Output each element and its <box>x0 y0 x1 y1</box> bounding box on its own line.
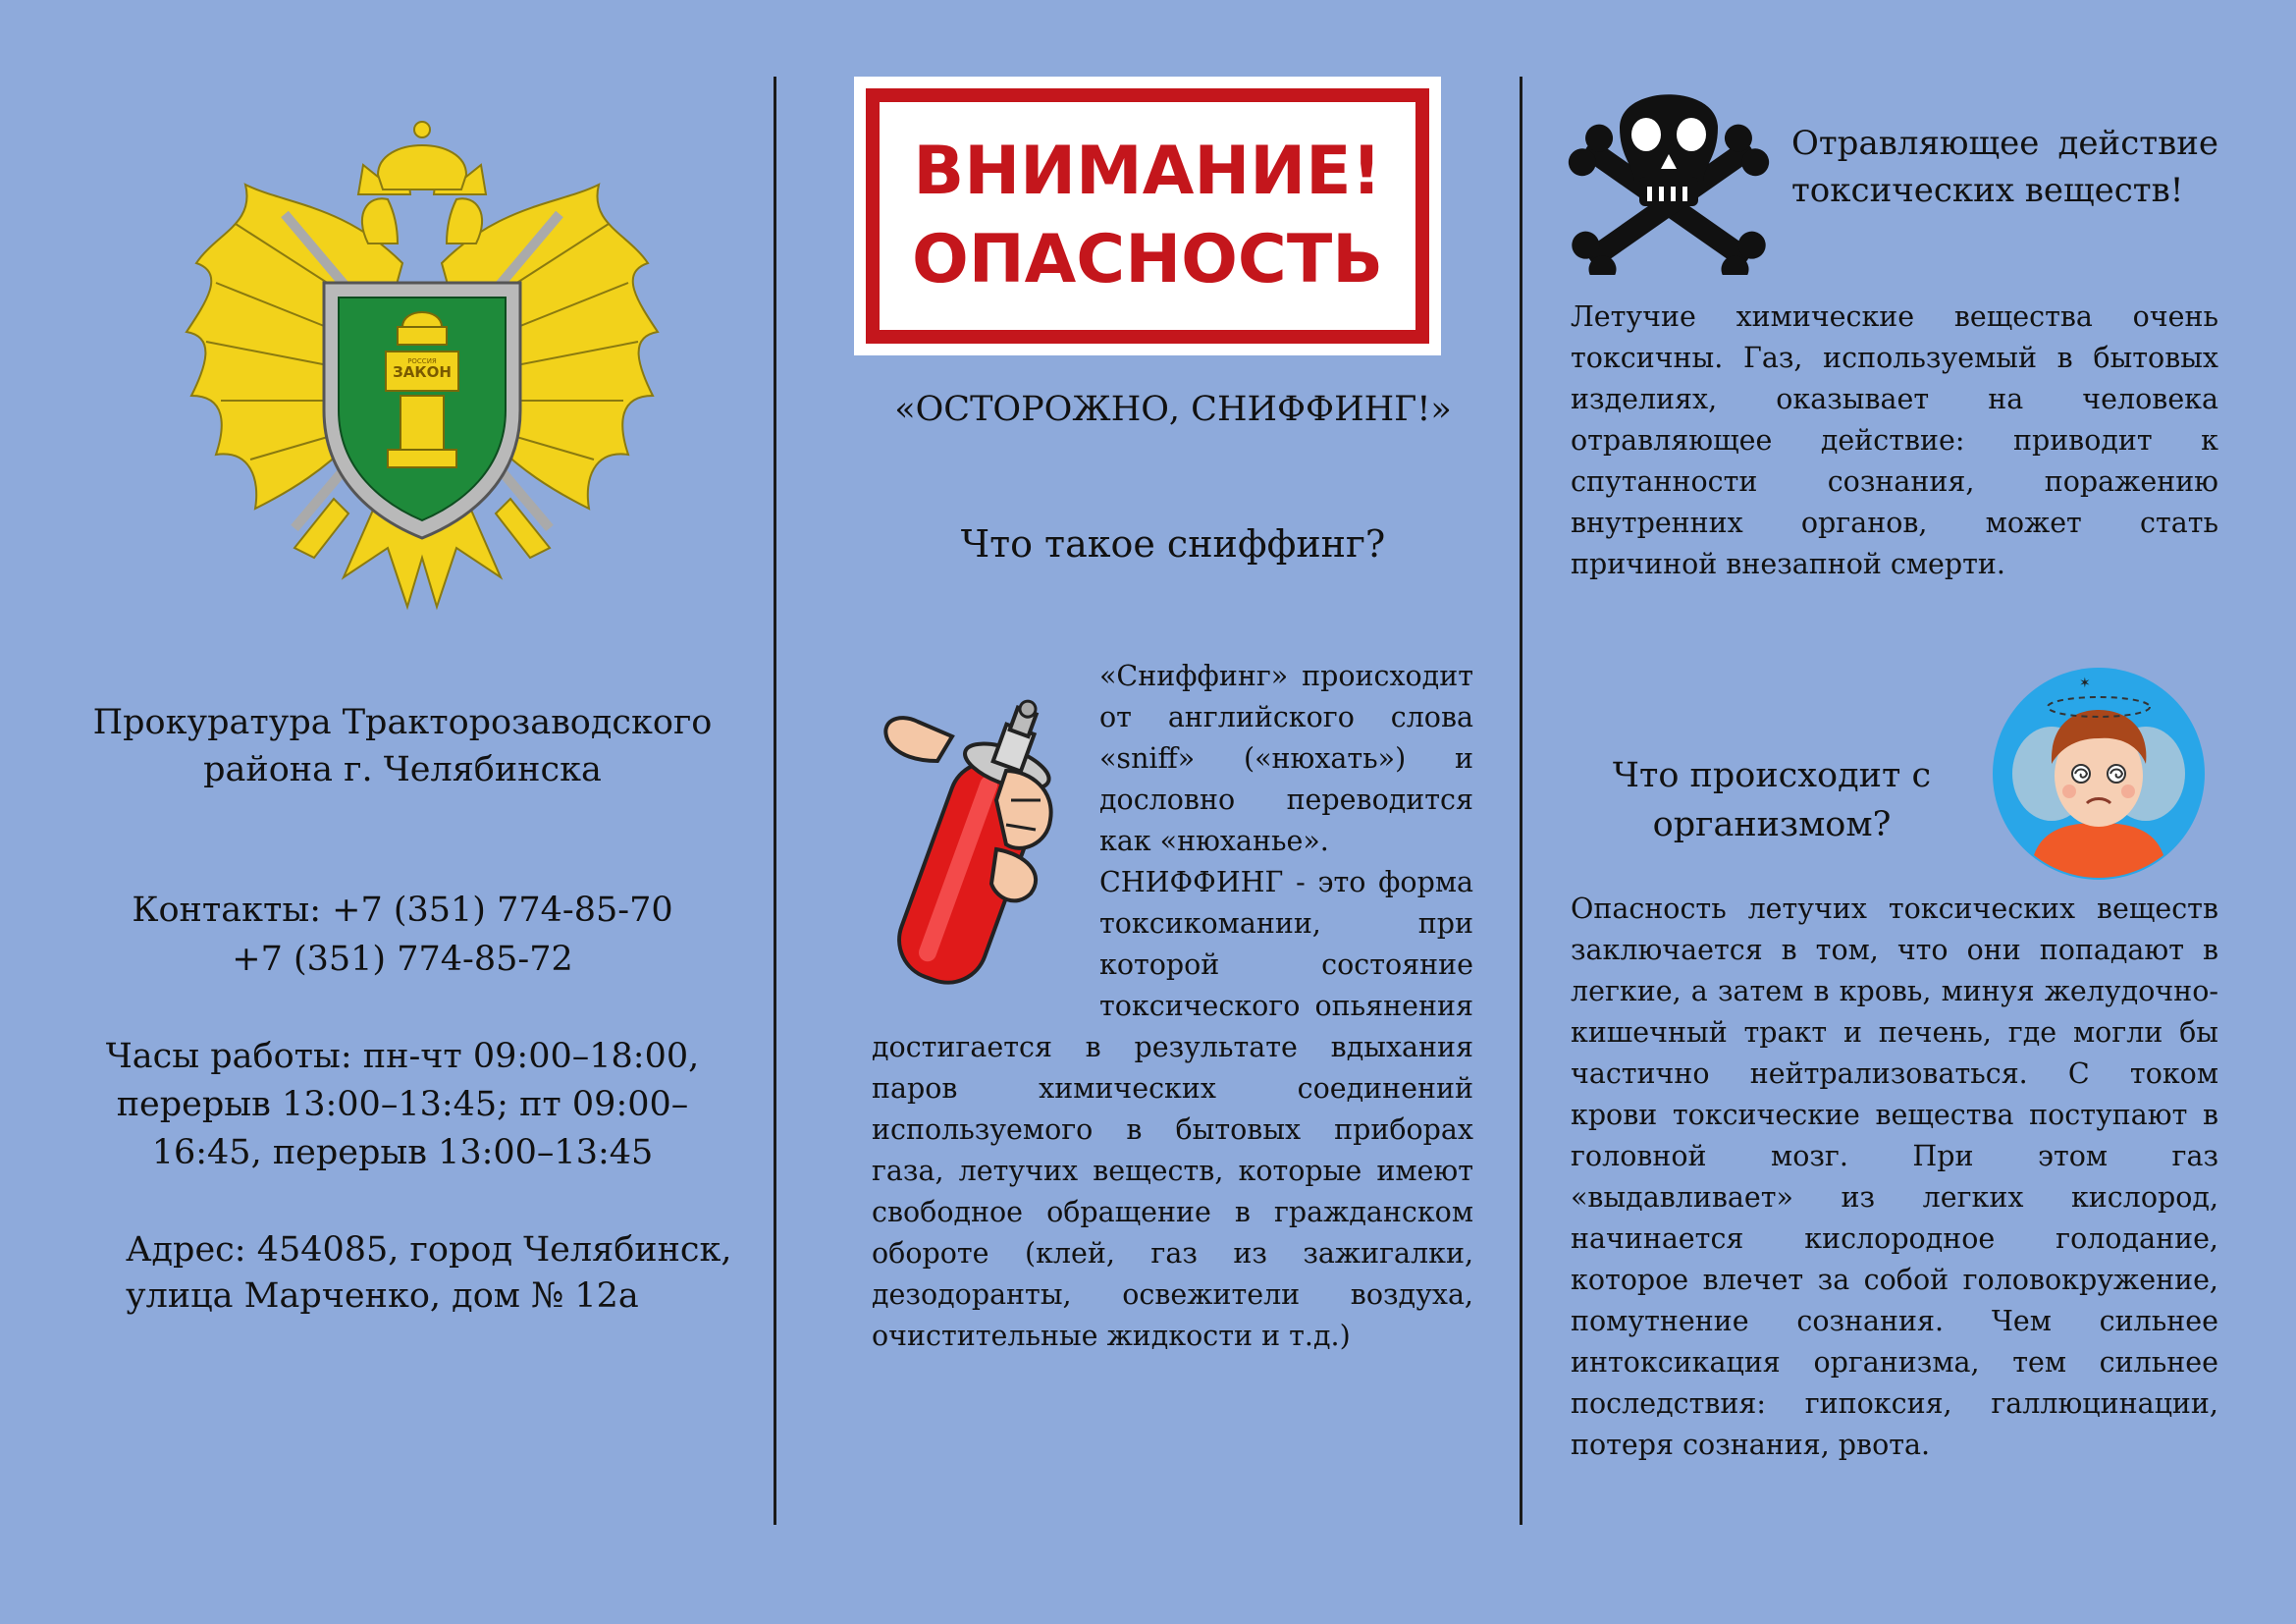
toxic-heading-line: Отравляющее действие <box>1791 124 2218 163</box>
section-heading-what-happens <box>1585 751 1958 849</box>
subheading-line: Что происходит с <box>1612 756 1932 795</box>
column-divider-right <box>1520 77 1522 1525</box>
toxic-effect-heading <box>1791 120 2218 214</box>
hours-line: 16:45, перерыв 13:00–13:45 <box>151 1133 654 1172</box>
org-name-line: Прокуратура Тракторозаводского <box>92 703 713 742</box>
hours-line: Часы работы: пн-чт 09:00–18:00, <box>105 1037 700 1076</box>
column-divider-left <box>774 77 776 1525</box>
warning-sign-frame <box>866 88 1429 344</box>
warning-sign <box>854 77 1441 355</box>
address-line: улица Марченко, дом № 12а <box>126 1276 639 1316</box>
toxic-effect-paragraph: Летучие химические вещества очень токсичны. Газ, используемый в бытовых изделиях, оказывает на человека отравляющее действие: приводит к спутанности сознания, поражению внутренних органов, может стать причиной внезапной смерти. <box>1571 300 2218 580</box>
skull-crossbones-icon <box>1566 74 1772 275</box>
leaflet-title: «ОСТОРОЖНО, СНИФФИНГ!» <box>894 390 1452 429</box>
contacts <box>59 886 746 984</box>
subheading-line: организмом? <box>1652 805 1892 844</box>
dizzy-boy-icon <box>1991 666 2207 882</box>
toxic-heading-line: токсических веществ! <box>1791 171 2184 210</box>
address-line: Адрес: 454085, город Челябинск, <box>126 1230 732 1270</box>
hours-line: перерыв 13:00–13:45; пт 09:00– <box>116 1085 689 1124</box>
emblem-law-label: ЗАКОН <box>393 363 452 381</box>
warning-line-attention: ВНИМАНИЕ! <box>913 133 1382 210</box>
sniffing-description <box>872 656 1473 1357</box>
organization-name <box>59 699 746 793</box>
sniffing-definition-paragraph: СНИФФИНГ - это форма токсикомании, при которой состояние токсического опьянения достигается в результате вдыхания паров химических соединений используемого в бытовых приборах газа, летучих веществ, которые имеют свободное обращение в гражданском обороте (клей, газ из зажигалки, дезодоранты, освежители воздуха, очистительные жидкости и т.д.) <box>872 866 1473 1352</box>
spray-image-spacer <box>872 656 1099 1021</box>
emblem-small-label: РОССИЯ <box>407 357 437 365</box>
svg-text:✶: ✶ <box>2079 676 2091 691</box>
warning-line-danger: ОПАСНОСТЬ <box>911 221 1384 298</box>
address <box>126 1227 754 1320</box>
working-hours <box>98 1033 707 1177</box>
contact-phone-2: +7 (351) 774-85-72 <box>232 940 573 979</box>
body-effects-paragraph: Опасность летучих токсических веществ заключается в том, что они попадают в легкие, а затем в кровь, минуя желудочно-кишечный тракт и печень, где могли бы частично нейтрализоваться. С током крови токсические вещества поступают в головной мозг. При этом газ «выдавливает» из легких кислород, начинается кислородное голодание, которое влечет за собой головокружение, помутнение сознания. Чем сильнее интоксикация организма, тем сильнее последствия: гипоксия, галлюцинации, потеря сознания, рвота. <box>1571 893 2218 1461</box>
org-name-line: района г. Челябинска <box>203 750 602 789</box>
contact-phone-1: Контакты: +7 (351) 774-85-70 <box>132 891 673 930</box>
sniffing-etymology-paragraph: «Сниффинг» происходит от английского слова «sniff» («нюхать») и дословно переводится как «нюханье». <box>1099 660 1473 857</box>
prosecutor-emblem-icon <box>177 116 667 636</box>
section-heading-what-is-sniffing: Что такое сниффинг? <box>960 522 1386 566</box>
